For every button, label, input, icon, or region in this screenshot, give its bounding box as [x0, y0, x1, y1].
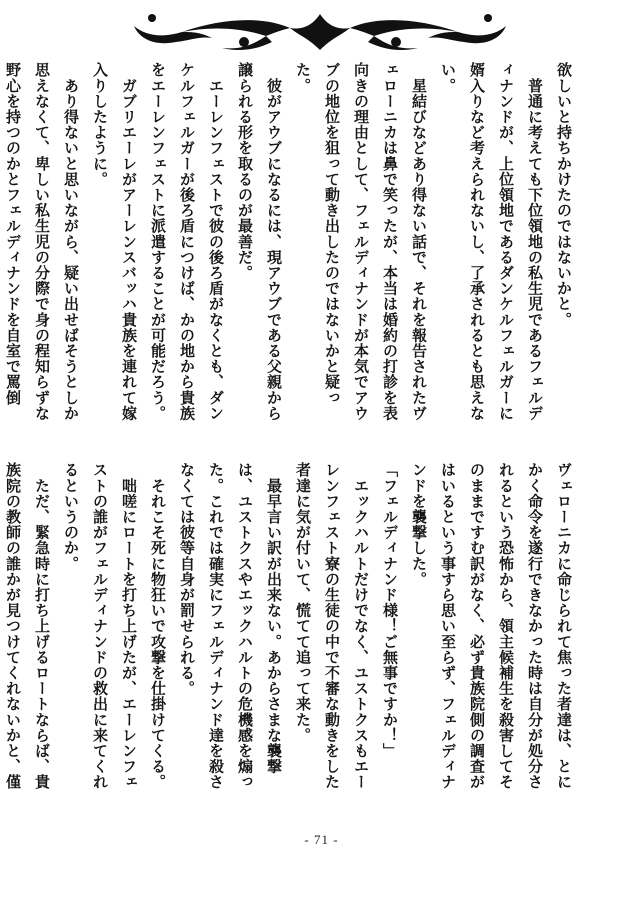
upper-text-block	[4, 62, 578, 422]
lower-body-text: ヴェローニカに命じられて焦った者達は、とにかく命令を遂行できなかった時は自分が処分されるという恐怖から、領主候補生を殺害してそのままですむ訳がなく、必ず貴族院側の調査がはいるという事すら思い至らず、フェルディナンドを襲撃した。 「フェルディナンド様！ご無事ですか！」 エックハルトだけでなく、ユストクスもエーレンフェスト寮の生徒の中で不審な動きをした者達に気が付いて、慌てて追って来た。 最早言い訳が出来ない。あからさまな襲撃は、ユストクスやエックハルトの危機感を煽った。これでは確実にフェルディナンド達を殺さなくては彼等自身が罰せられる。 それこそ死に物狂いで攻撃を仕掛けてくる。 咄嗟にロートを打ち上げたが、エーレンフェストの誰がフェルディナンドの救出に来てくれるというのか。 ただ、緊急時に打ち上げるロートならば、貴族院の教師の誰かが見つけてくれないかと、僅	[4, 462, 573, 790]
page-number: - 71 -	[304, 832, 339, 847]
upper-body-text: 欲しいと持ちかけたのではないかと。 普通に考えても下位領地の私生児であるフェルディナンドが、上位領地であるダンケルフェルガーに婿入りなど考えられないし、了承されるとも思えない。 星結びなどあり得ない話で、それを報告されたヴェローニカは鼻で笑ったが、本当は婚約の打診を表向きの理由として、フェルディナンドが本気でアウブの地位を狙って動き出したのではないかと疑った。 彼がアウブになるには、現アウブである父親から譲られる形を取るのが最善だ。 エーレンフェストで彼の後ろ盾がなくとも、ダンケルフェルガーが後ろ盾につけば、かの地から貴族をエーレンフェストに派遣することが可能だろう。 ガブリエーレがアーレンスバッハ貴族を連れて嫁入りしたように。 あり得ないと思いながら、疑い出せばそうとしか思えなくて、卑しい私生児の分際で身の程知らずな野心を持つのかとフェルディナンドを自室で罵倒	[4, 62, 573, 421]
lower-text-block	[4, 462, 578, 792]
ornament-icon	[128, 8, 512, 56]
